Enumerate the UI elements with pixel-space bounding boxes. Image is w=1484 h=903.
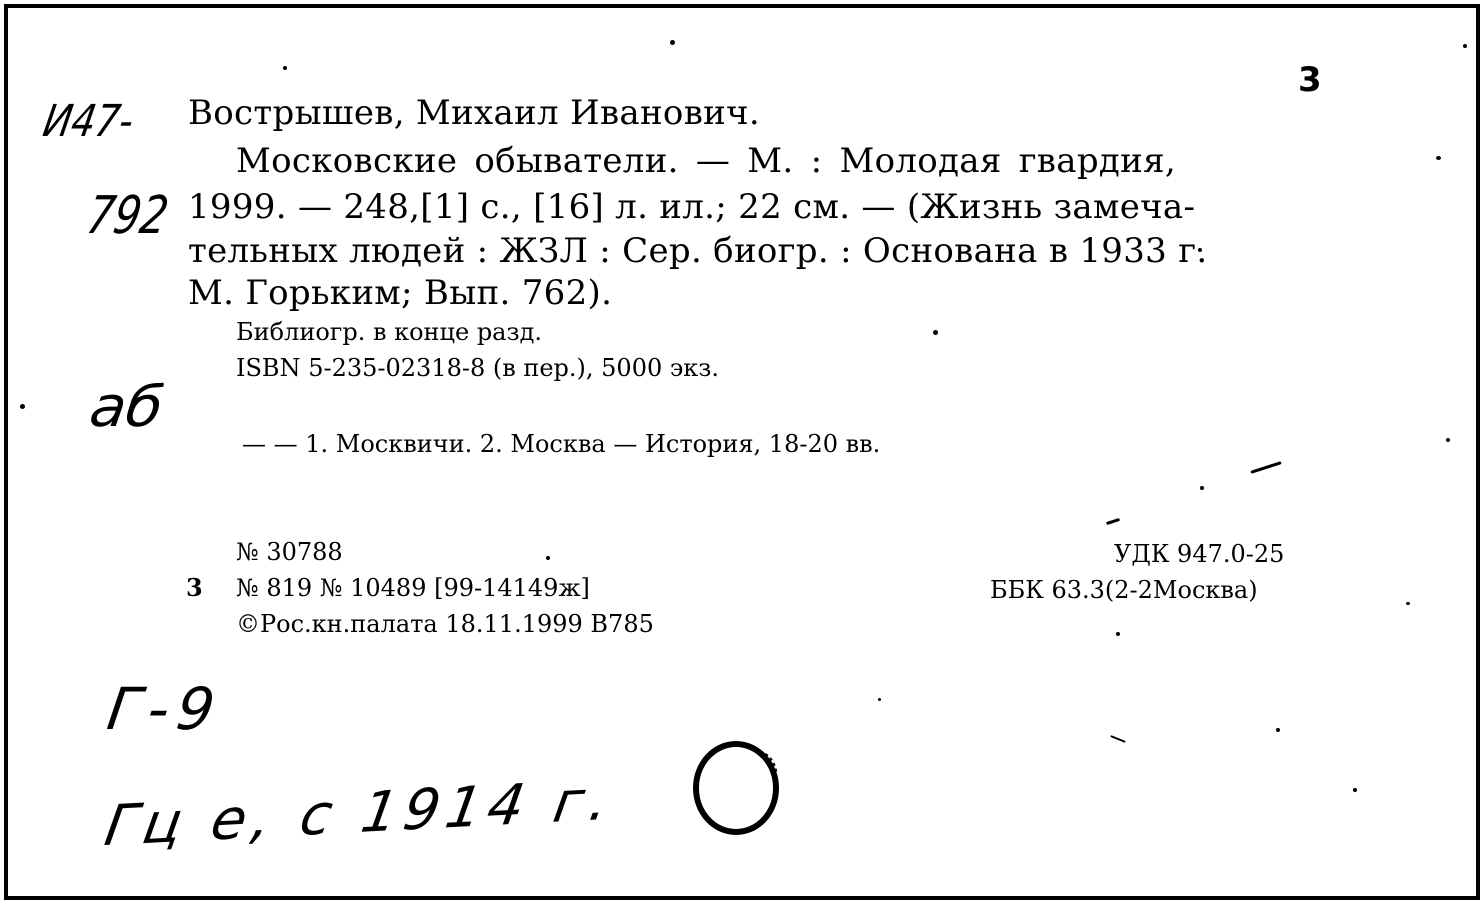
subjects-line: — — 1. Москвичи. 2. Москва — История, 18-20 вв. <box>242 430 881 458</box>
handwritten-shelf-mark-2: 792 <box>82 186 173 246</box>
author-heading: Вострышев, Михаил Иванович. <box>188 93 760 133</box>
title-line-1: Московские обыватели. — М. : Молодая гвардия, <box>236 141 1176 181</box>
handwritten-note-ab: аб <box>85 375 168 440</box>
handwritten-note-g9: Г-9 <box>103 675 227 743</box>
card-corner-number: 3 <box>1298 60 1322 100</box>
title-line-4: М. Горьким; Вып. 762). <box>188 273 613 313</box>
isbn-line: ISBN 5-235-02318-8 (в пер.), 5000 экз. <box>236 354 720 382</box>
bibliography-note: Библиогр. в конце разд. <box>236 318 542 346</box>
book-chamber-line: ©Рос.кн.палата 18.11.1999 В785 <box>236 610 654 638</box>
title-line-3: тельных людей : ЖЗЛ : Сер. биогр. : Основана в 1933 г. <box>188 231 1208 271</box>
copy-count: 3 <box>186 573 203 602</box>
bbk-code: ББК 63.3(2-2Москва) <box>990 576 1258 604</box>
record-number: № 30788 <box>236 538 343 566</box>
circle-stamp-icon <box>684 724 794 844</box>
handwritten-note-bottom: Гц е, с 1914 г. <box>100 767 620 860</box>
title-line-2: 1999. — 248,[1] с., [16] л. ил.; 22 см. — (Жизнь замеча- <box>188 187 1196 227</box>
catalog-card <box>4 4 1480 900</box>
handwritten-shelf-mark-1: И47- <box>39 96 138 147</box>
numbers-line: № 819 № 10489 [99-14149ж] <box>236 574 590 602</box>
udk-code: УДК 947.0-25 <box>1114 540 1285 568</box>
